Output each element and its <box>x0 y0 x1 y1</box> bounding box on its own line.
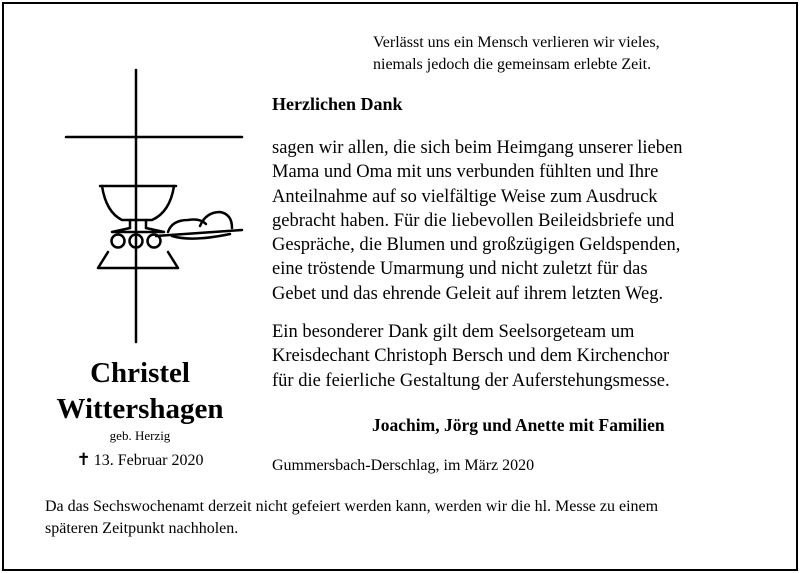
place-date: Gummersbach-Derschlag, im März 2020 <box>272 457 535 474</box>
paragraph-line: gebracht haben. Für die liebevollen Beileidsbriefe und <box>272 210 675 231</box>
footer-note <box>45 496 785 540</box>
deceased-first-name: Christel <box>90 357 190 389</box>
paragraph-line: Gespräche, die Blumen und großzügigen Geldspenden, <box>272 235 681 256</box>
paragraph-line: Anteilnahme auf so vielfältige Weise zum Ausdruck <box>272 186 658 207</box>
paragraph-line: eine tröstende Umarmung und nicht zuletzt für das <box>272 259 648 280</box>
paragraph-line: Mama und Oma mit uns verbunden fühlten und Ihre <box>272 162 659 183</box>
paragraph-line: sagen wir allen, die sich beim Heimgang unserer lieben <box>272 138 683 158</box>
death-cross-icon: ✝ <box>76 450 91 469</box>
cross-chalice-bread-icon <box>60 60 250 350</box>
paragraph-line: Kreisdechant Christoph Bersch und dem Kirchenchor <box>272 346 670 367</box>
thanks-paragraph <box>272 136 682 306</box>
quote-line: niemals jedoch die gemeinsam erlebte Zeit. <box>373 56 652 73</box>
special-thanks-paragraph <box>272 320 670 393</box>
paragraph-line: für die feierliche Gestaltung der Auferstehungsmesse. <box>272 370 670 391</box>
deceased-info <box>30 355 250 471</box>
quote <box>373 32 660 76</box>
deceased-last-name: Wittershagen <box>56 393 224 425</box>
paragraph-line: Gebet und das ehrende Geleit auf ihrem letzten Weg. <box>272 283 664 304</box>
death-date-line <box>30 450 250 471</box>
footer-line: Da das Sechswochenamt derzeit nicht gefeiert werden kann, werden wir die hl. Messe zu einem <box>45 498 659 515</box>
quote-line: Verlässt uns ein Mensch verlieren wir vieles, <box>373 34 660 51</box>
paragraph-line: Ein besonderer Dank gilt dem Seelsorgeteam um <box>272 322 635 342</box>
family-signature: Joachim, Jörg und Anette mit Familien <box>372 415 665 435</box>
birth-name: geb. Herzig <box>109 428 171 443</box>
thanks-heading: Herzlichen Dank <box>272 94 403 114</box>
death-date: 13. Februar 2020 <box>93 452 204 469</box>
footer-line: späteren Zeitpunkt nachholen. <box>45 520 239 537</box>
